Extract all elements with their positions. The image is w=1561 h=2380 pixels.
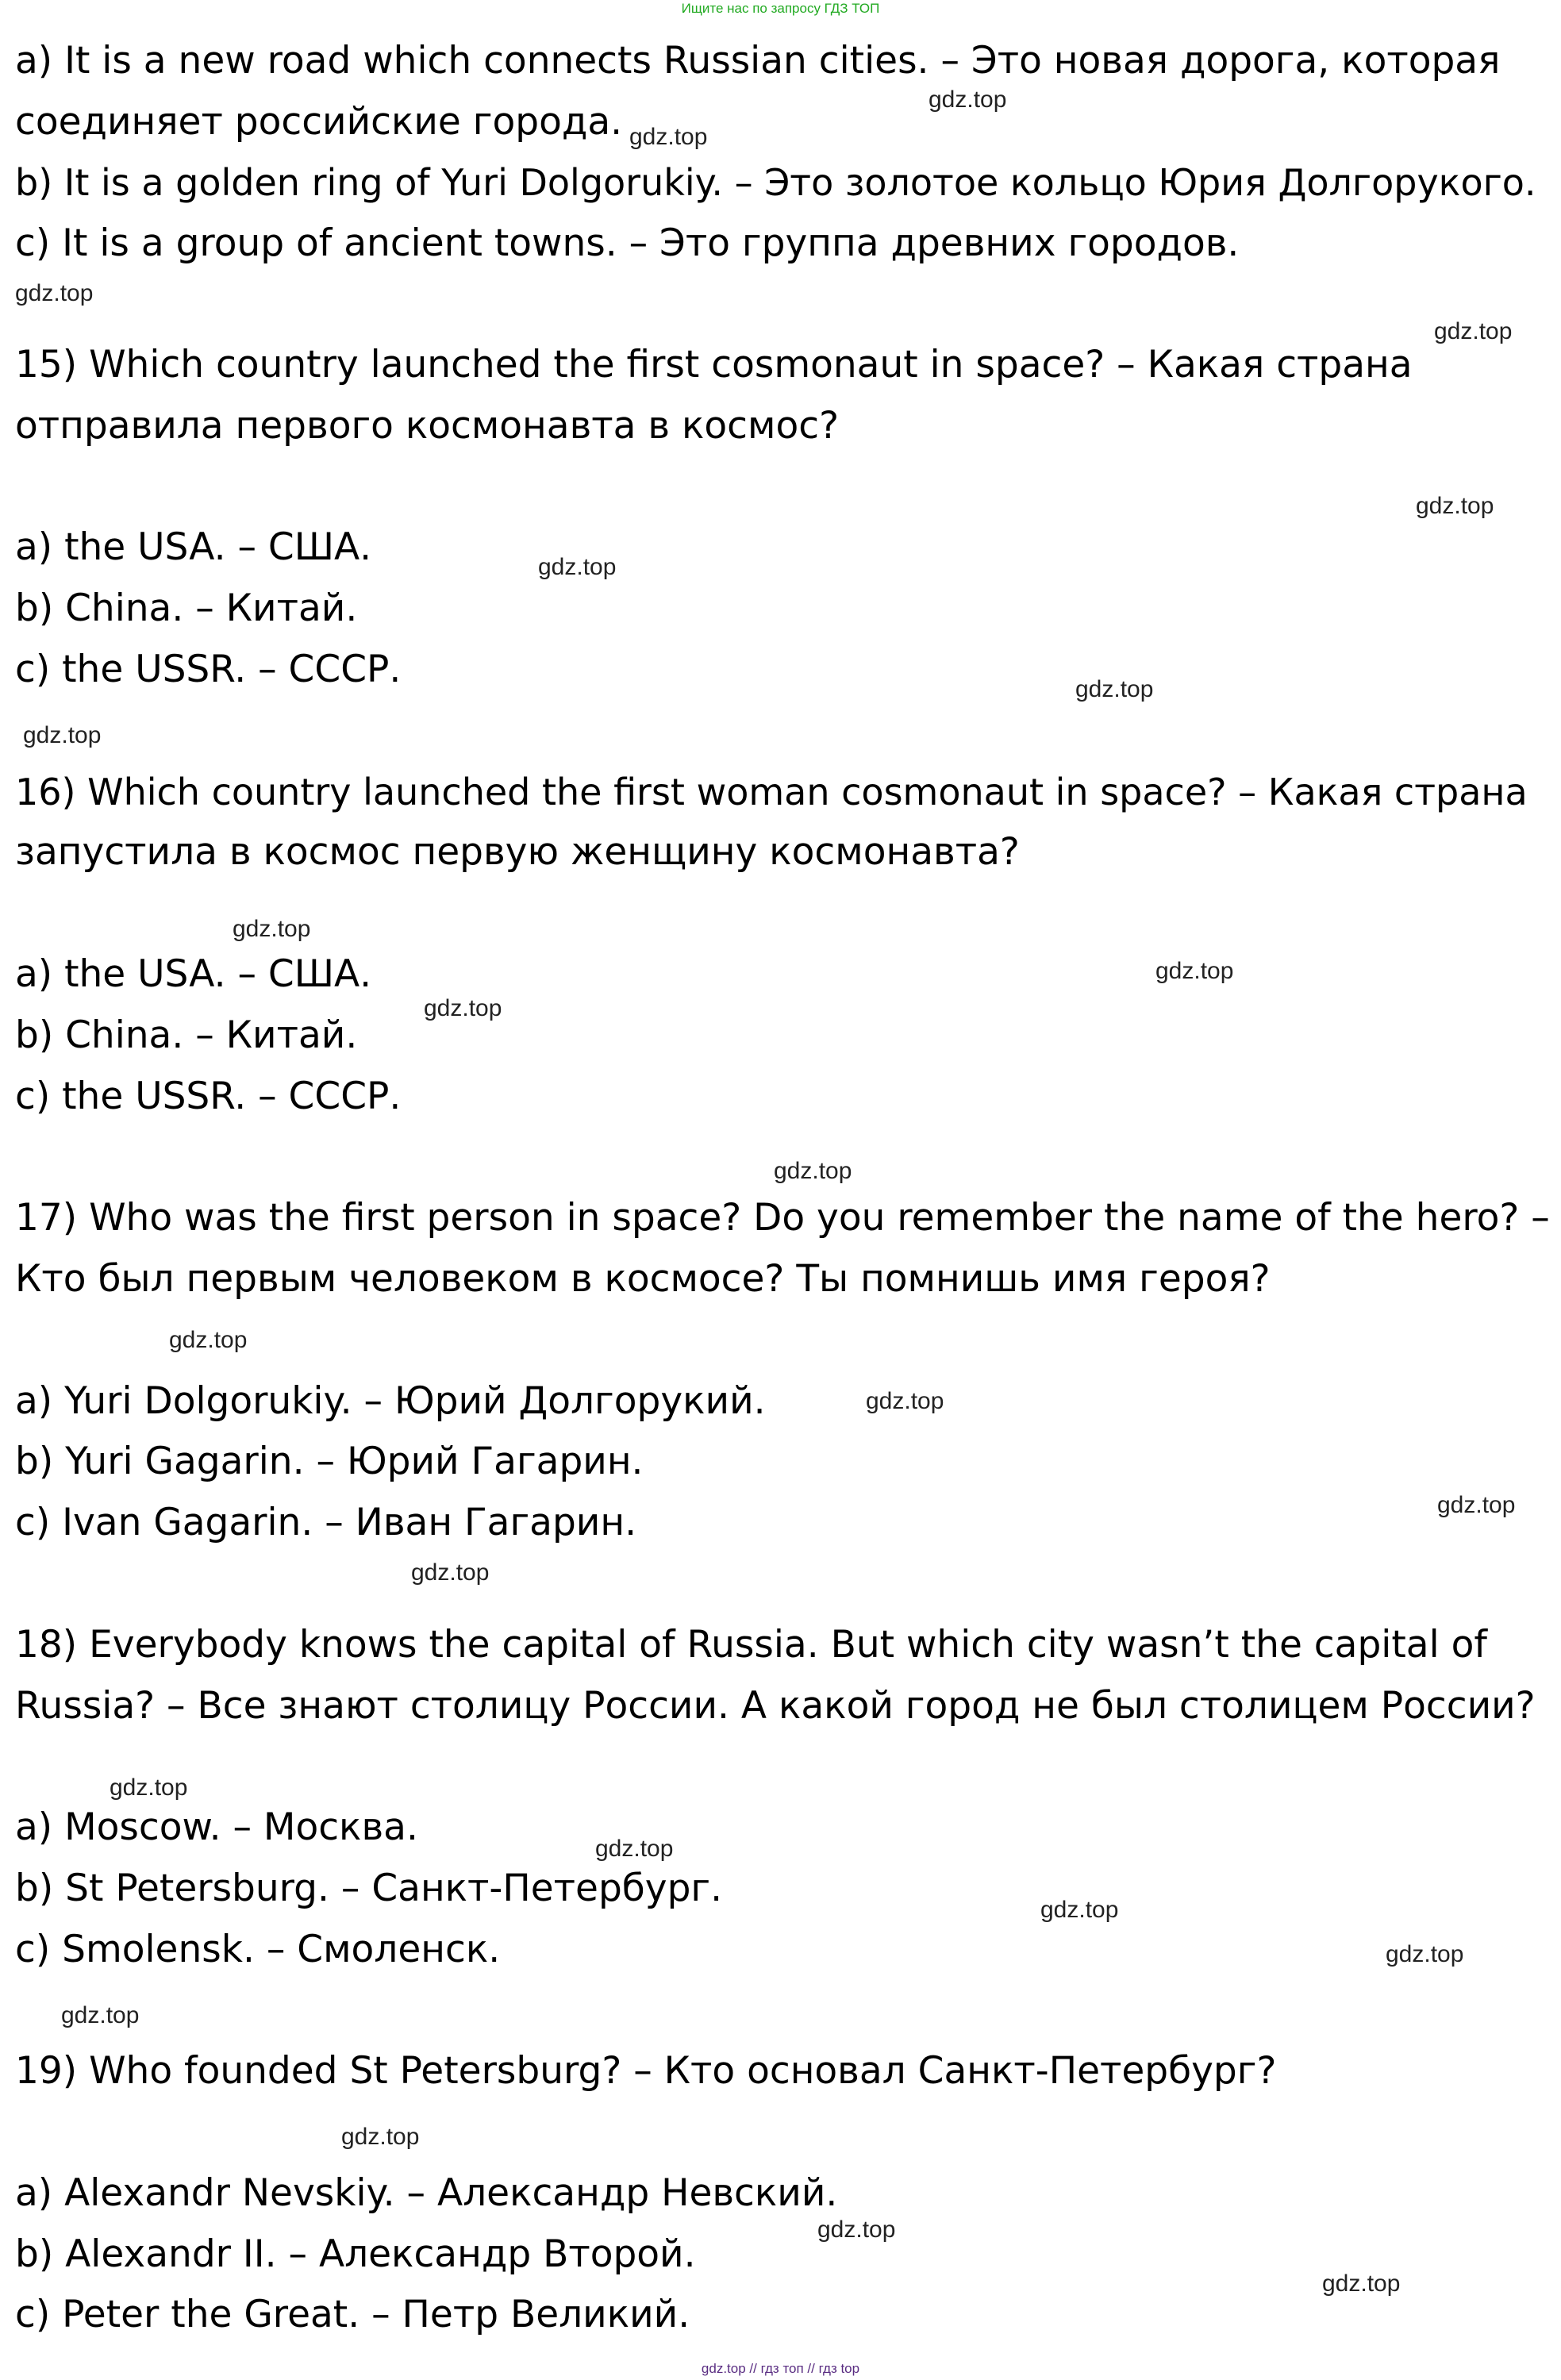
watermark: gdz.top: [817, 2217, 896, 2243]
answer-14a-line-2: соединяет российские города.: [15, 100, 623, 144]
watermark: gdz.top: [169, 1327, 248, 1353]
watermark: gdz.top: [595, 1836, 674, 1862]
answer-16a: a) the USA. – США.: [15, 952, 372, 996]
answer-18a: a) Moscow. – Москва.: [15, 1805, 418, 1849]
watermark: gdz.top: [1386, 1941, 1464, 1967]
watermark: gdz.top: [110, 1774, 188, 1801]
answer-19a: a) Alexandr Nevskiy. – Александр Невский.: [15, 2171, 838, 2215]
watermark: gdz.top: [866, 1388, 944, 1414]
watermark: gdz.top: [774, 1158, 852, 1184]
answer-15a: a) the USA. – США.: [15, 525, 372, 569]
answer-14c: c) It is a group of ancient towns. – Это группа древних городов.: [15, 221, 1240, 265]
question-15-line-1: 15) Which country launched the first cosmonaut in space? – Какая страна: [15, 343, 1413, 386]
watermark: gdz.top: [929, 87, 1007, 113]
answer-15c: c) the USSR. – СССР.: [15, 648, 402, 691]
watermark: gdz.top: [411, 1559, 490, 1586]
watermark: gdz.top: [1040, 1897, 1119, 1923]
question-18-line-1: 18) Everybody knows the capital of Russia. But which city wasn’t the capital of: [15, 1623, 1487, 1667]
answer-17b: b) Yuri Gagarin. – Юрий Гагарин.: [15, 1440, 644, 1483]
answer-16c: c) the USSR. – СССР.: [15, 1075, 402, 1118]
watermark: gdz.top: [538, 554, 617, 580]
watermark: gdz.top: [23, 722, 102, 748]
answer-17c: c) Ivan Gagarin. – Иван Гагарин.: [15, 1501, 637, 1544]
watermark: gdz.top: [629, 124, 708, 150]
question-17-line-2: Кто был первым человеком в космосе? Ты помнишь имя героя?: [15, 1257, 1271, 1301]
answer-18b: b) St Petersburg. – Санкт-Петербург.: [15, 1867, 723, 1910]
top-banner: Ищите нас по запросу ГДЗ ТОП: [681, 1, 880, 16]
answer-17a: a) Yuri Dolgorukiy. – Юрий Долгорукий.: [15, 1379, 766, 1423]
answer-14b: b) It is a golden ring of Yuri Dolgorukiy. – Это золотое кольцо Юрия Долгорукого.: [15, 161, 1536, 204]
question-15-line-2: отправила первого космонавта в космос?: [15, 404, 840, 448]
answer-19b: b) Alexandr II. – Александр Второй.: [15, 2232, 696, 2276]
watermark: gdz.top: [1075, 676, 1154, 702]
answer-18c: c) Smolensk. – Смоленск.: [15, 1928, 501, 1971]
question-17-line-1: 17) Who was the first person in space? Do you remember the name of the hero? –: [15, 1196, 1550, 1240]
watermark: gdz.top: [424, 995, 502, 1021]
watermark: gdz.top: [1322, 2270, 1401, 2297]
watermark: gdz.top: [341, 2124, 420, 2150]
watermark: gdz.top: [61, 2002, 140, 2028]
watermark: gdz.top: [1416, 493, 1494, 519]
answer-19c: c) Peter the Great. – Петр Великий.: [15, 2293, 690, 2336]
question-18-line-2: Russia? – Все знают столицу России. А какой город не был столицем России?: [15, 1684, 1536, 1728]
watermark: gdz.top: [1437, 1492, 1516, 1518]
answer-16b: b) China. – Китай.: [15, 1013, 358, 1057]
watermark: gdz.top: [1434, 318, 1513, 344]
watermark: gdz.top: [233, 916, 311, 942]
question-16-line-2: запустила в космос первую женщину космонавта?: [15, 830, 1020, 874]
watermark: gdz.top: [1155, 958, 1234, 984]
question-19: 19) Who founded St Petersburg? – Кто основал Санкт-Петербург?: [15, 2049, 1277, 2093]
answer-14a-line-1: a) It is a new road which connects Russian cities. – Это новая дорога, которая: [15, 39, 1501, 83]
answer-15b: b) China. – Китай.: [15, 586, 358, 630]
bottom-banner: gdz.top // гдз топ // гдз top: [701, 2361, 860, 2376]
question-16-line-1: 16) Which country launched the first woman cosmonaut in space? – Какая страна: [15, 771, 1528, 813]
watermark: gdz.top: [15, 280, 94, 306]
